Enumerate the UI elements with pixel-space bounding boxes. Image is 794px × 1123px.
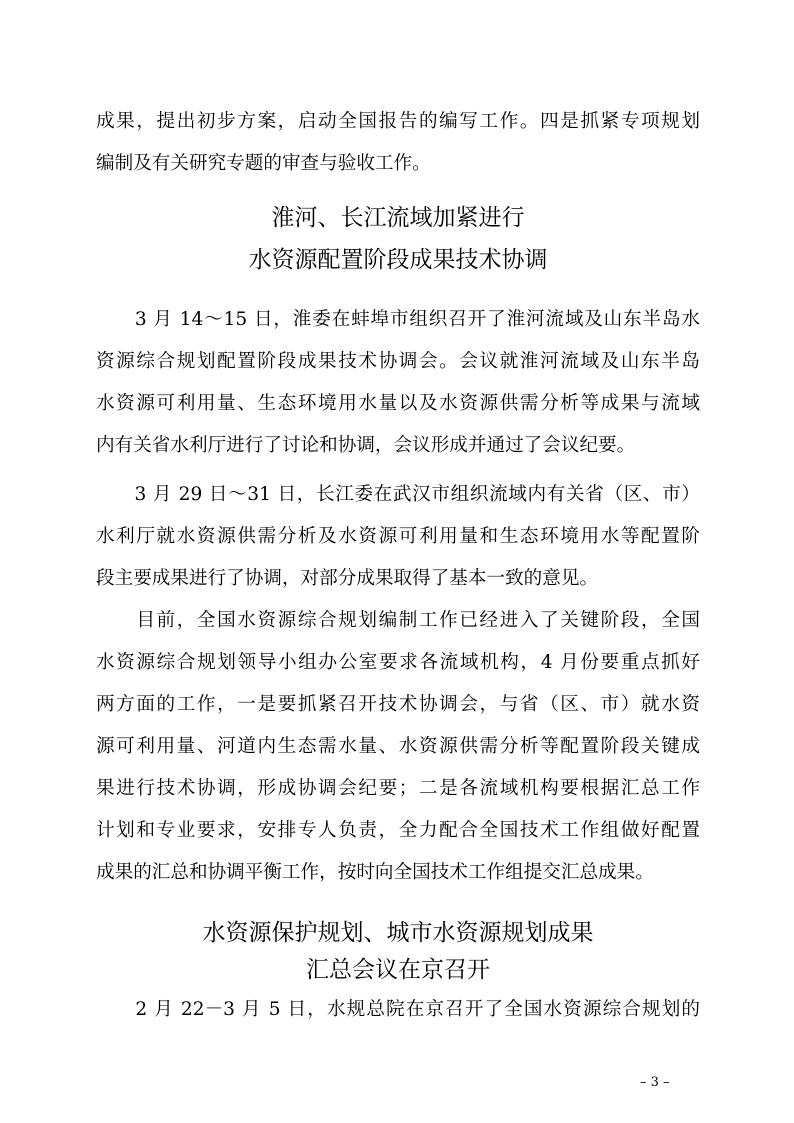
section1-para3-line3: 两方面的工作，一是要抓紧召开技术协调会，与省（区、市）就水资 xyxy=(96,694,700,715)
intro-line-1: 成果，提出初步方案，启动全国报告的编写工作。四是抓紧专项规划 xyxy=(96,111,700,132)
section1-para2-line2: 水利厅就水资源供需分析及水资源可利用量和生态环境用水等配置阶 xyxy=(96,526,700,547)
section1-para2-line3: 段主要成果进行了协调，对部分成果取得了基本一致的意见。 xyxy=(96,568,599,589)
section2-title-line1: 水资源保护规划、城市水资源规划成果 xyxy=(202,920,594,946)
section1-para1-line3: 水资源可利用量、生态环境用水量以及水资源供需分析等成果与流域 xyxy=(96,393,700,414)
section1-para3-line2: 水资源综合规划领导小组办公室要求各流域机构，4 月份要重点抓好 xyxy=(96,652,700,673)
section1-title-line2: 水资源配置阶段成果技术协调 xyxy=(248,247,548,273)
section2-para1-line1: 2 月 22－3 月 5 日，水规总院在京召开了全国水资源综合规划的 xyxy=(96,999,700,1020)
section1-para3-line6: 计划和专业要求，安排专人负责，全力配合全国技术工作组做好配置 xyxy=(96,820,700,841)
section1-para2-line1: 3 月 29 日～31 日，长江委在武汉市组织流域内有关省（区、市） xyxy=(96,484,700,505)
section1-para1-line2: 资源综合规划配置阶段成果技术协调会。会议就淮河流域及山东半岛 xyxy=(96,351,700,372)
section2-title-line2: 汇总会议在京召开 xyxy=(306,957,490,983)
section1-para3-line7: 成果的汇总和协调平衡工作，按时向全国技术工作组提交汇总成果。 xyxy=(96,862,654,883)
section1-para3-line4: 源可利用量、河道内生态需水量、水资源供需分析等配置阶段关键成 xyxy=(96,736,700,757)
section1-para3-line1: 目前，全国水资源综合规划编制工作已经进入了关键阶段，全国 xyxy=(96,610,700,631)
intro-line-2: 编制及有关研究专题的审查与验收工作。 xyxy=(96,153,431,174)
section1-title-line1: 淮河、长江流域加紧进行 xyxy=(271,205,525,231)
section1-para3-line5: 果进行技术协调，形成协调会纪要；二是各流域机构要根据汇总工作 xyxy=(96,778,700,799)
section1-para1-line1: 3 月 14～15 日，淮委在蚌埠市组织召开了淮河流域及山东半岛水 xyxy=(96,309,700,330)
page-number: – 3 – xyxy=(640,1075,670,1090)
section1-para1-line4: 内有关省水利厅进行了讨论和协调，会议形成并通过了会议纪要。 xyxy=(96,435,636,456)
